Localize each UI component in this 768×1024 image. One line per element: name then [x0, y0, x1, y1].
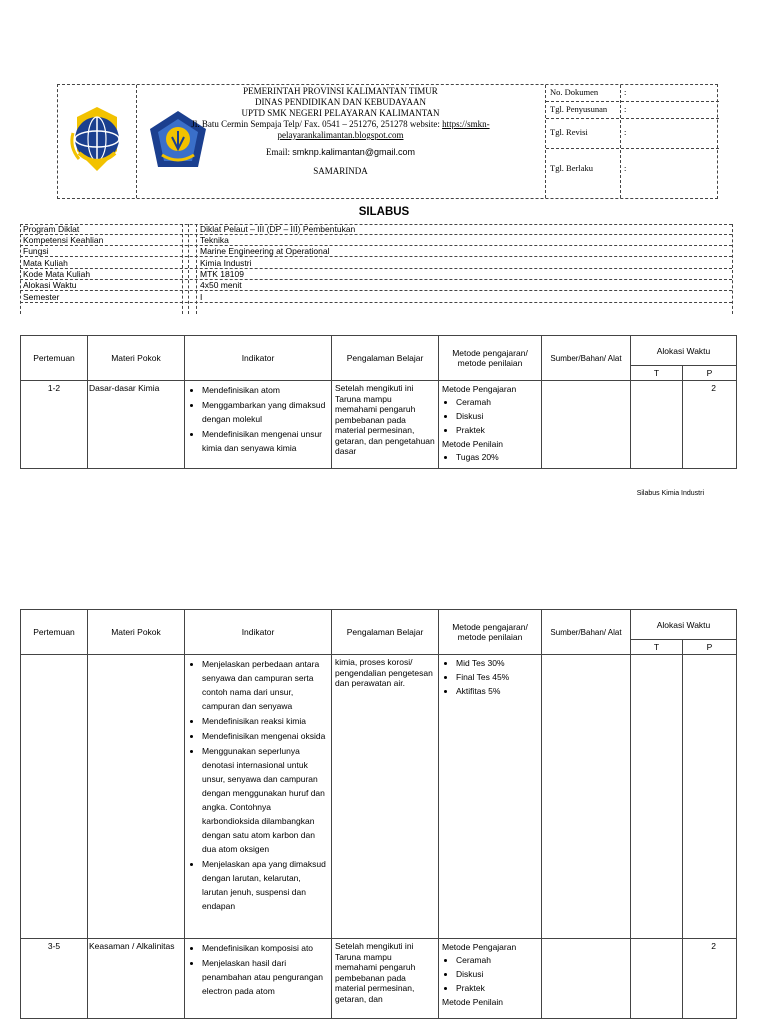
row-pengalaman: kimia, proses korosi/ pengendalian pengetesan dan perawatan air. — [332, 655, 439, 939]
ministry-logo — [65, 103, 129, 180]
table-row — [21, 655, 737, 939]
row-sumber — [542, 939, 631, 1019]
info-label: Mata Kuliah — [23, 258, 68, 268]
info-label: Kompetensi Keahlian — [23, 235, 104, 245]
letterhead — [57, 84, 718, 199]
info-value: Teknika — [200, 235, 229, 245]
col-metode: Metode pengajaran/ metode penilaian — [439, 336, 542, 381]
list-item: • Menjelaskan apa yang dimaksud dengan larutan, kelarutan, larutan jenuh, suspensi dan endapan — [202, 857, 328, 913]
row-metode — [439, 655, 542, 939]
col-sumber: Sumber/Bahan/ Alat — [542, 336, 631, 381]
col-materi: Materi Pokok — [88, 336, 185, 381]
col-alokasi: Alokasi Waktu — [631, 336, 737, 366]
col-metode: Metode pengajaran/ metode penilaian — [439, 610, 542, 655]
address-line — [138, 119, 543, 130]
col-pengalaman: Pengalaman Belajar — [332, 610, 439, 655]
col-pertemuan: Pertemuan — [21, 610, 88, 655]
col-p: P — [683, 640, 737, 655]
row-p: 2 — [683, 939, 737, 1019]
list-item: • Menggunakan seperlunya denotasi internasional untuk unsur, senyawa dan campuran dengan menggunakan huruf dan angka. Contohnya karbondioksida dilambangkan dengan satu atom karbon dan dua atom oksigen — [202, 744, 328, 856]
info-value: Diklat Pelaut – III (DP – III) Pembentukan — [200, 224, 356, 234]
table-row — [21, 939, 737, 1019]
course-info — [0, 224, 768, 314]
syllabus-table-page-2 — [20, 609, 737, 1019]
meta-label: No. Dokumen — [550, 87, 599, 97]
row-materi: Dasar-dasar Kimia — [88, 381, 185, 469]
website-link[interactable]: https://smkn- — [442, 119, 490, 129]
email-line — [138, 147, 543, 158]
list-item: • Menjelaskan hasil dari penambahan atau pengurangan electron pada atom — [202, 956, 328, 998]
list-item: • Praktek — [456, 982, 538, 995]
col-indikator: Indikator — [185, 336, 332, 381]
row-pengalaman: Setelah mengikuti ini Taruna mampu memahami pengaruh pembebanan pada material permesinan, getaran, dan pengetahuan dasar — [332, 381, 439, 469]
row-p: 2 — [683, 381, 737, 469]
col-t: T — [631, 640, 683, 655]
list-item: • Aktifitas 5% — [456, 685, 538, 698]
address-text: Jl. Batu Cermin Sempaja Telp/ Fax. 0541 – 251276, 251278 website: — [191, 119, 440, 129]
col-t: T — [631, 366, 683, 381]
document-meta: No. Dokumen : Tgl. Penyusunan : Tgl. Revisi : Tgl. Berlaku : — [546, 85, 719, 198]
list-item: • Mendefinisikan mengenai unsur kimia dan senyawa kimia — [202, 427, 328, 455]
row-sumber — [542, 381, 631, 469]
row-p — [683, 655, 737, 939]
row-metode: Metode Pengajaran • Ceramah • Diskusi • Praktek Metode Penilain • Tugas 20% — [439, 381, 542, 469]
list-item: • Mendefinisikan mengenai oksida — [202, 729, 328, 743]
row-indikator — [185, 939, 332, 1019]
list-item: • Final Tes 45% — [456, 671, 538, 684]
row-sumber — [542, 655, 631, 939]
info-label: Fungsi — [23, 246, 49, 256]
row-indikator — [185, 655, 332, 939]
list-item: • Ceramah — [456, 954, 538, 967]
list-item: • Diskusi — [456, 968, 538, 981]
row-pertemuan — [21, 655, 88, 939]
row-indikator — [185, 381, 332, 469]
row-materi: Keasaman / Alkalinitas — [88, 939, 185, 1019]
info-label: Program Diklat — [23, 224, 80, 234]
row-metode: Metode Pengajaran • Ceramah • Diskusi • Praktek Metode Penilain — [439, 939, 542, 1019]
website-link-cont[interactable]: pelayarankalimantan.blogspot.com — [277, 130, 404, 140]
email-value[interactable]: smknp.kalimantan@gmail.com — [292, 147, 415, 157]
meta-label: Tgl. Berlaku — [550, 163, 593, 173]
list-item: • Praktek — [456, 424, 538, 437]
table-row — [21, 381, 737, 469]
footer-note: Silabus Kimia Industri — [636, 490, 704, 497]
meta-label: Tgl. Penyusunan — [550, 104, 608, 114]
list-item: • Mid Tes 30% — [456, 657, 538, 670]
col-materi: Materi Pokok — [88, 610, 185, 655]
list-item: • Mendefinisikan atom — [202, 383, 328, 397]
meta-label: Tgl. Revisi — [550, 127, 588, 137]
row-pertemuan: 1-2 — [21, 381, 88, 469]
dept-line: DINAS PENDIDIKAN DAN KEBUDAYAAN — [255, 97, 426, 107]
school-line: UPTD SMK NEGERI PELAYARAN KALIMANTAN — [241, 108, 440, 118]
col-pengalaman: Pengalaman Belajar — [332, 336, 439, 381]
col-sumber: Sumber/Bahan/ Alat — [542, 610, 631, 655]
row-pertemuan: 3-5 — [21, 939, 88, 1019]
list-item: • Ceramah — [456, 396, 538, 409]
col-indikator: Indikator — [185, 610, 332, 655]
list-item: • Menggambarkan yang dimaksud dengan molekul — [202, 398, 328, 426]
row-t — [631, 939, 683, 1019]
info-label: Kode Mata Kuliah — [23, 269, 91, 279]
info-value: Kimia Industri — [200, 258, 252, 268]
list-item: • Mendefinisikan reaksi kimia — [202, 714, 328, 728]
email-label: Email: — [266, 147, 291, 157]
gov-line: PEMERINTAH PROVINSI KALIMANTAN TIMUR — [243, 86, 438, 96]
list-item: • Diskusi — [456, 410, 538, 423]
col-alokasi: Alokasi Waktu — [631, 610, 737, 640]
list-item: • Mendefinisikan komposisi ato — [202, 941, 328, 955]
info-value: 4x50 menit — [200, 280, 242, 290]
info-label: Semester — [23, 292, 60, 302]
list-item: • Menjelaskan perbedaan antara senyawa dan campuran serta contoh nama dari unsur, campuran dan senyawa — [202, 657, 328, 713]
row-materi — [88, 655, 185, 939]
page-title: SILABUS — [358, 206, 410, 218]
info-label: Alokasi Waktu — [23, 280, 77, 290]
city-line: SAMARINDA — [313, 166, 368, 176]
info-value: I — [200, 292, 203, 302]
info-value: Marine Engineering at Operational — [200, 246, 330, 256]
info-value: MTK 18109 — [200, 269, 244, 279]
col-pertemuan: Pertemuan — [21, 336, 88, 381]
row-t — [631, 655, 683, 939]
row-t — [631, 381, 683, 469]
row-pengalaman: Setelah mengikuti ini Taruna mampu memahami pengaruh pembebanan pada material permesinan, getaran, dan — [332, 939, 439, 1019]
list-item: • Tugas 20% — [456, 451, 538, 464]
col-p: P — [683, 366, 737, 381]
syllabus-table-page-1 — [20, 335, 737, 469]
